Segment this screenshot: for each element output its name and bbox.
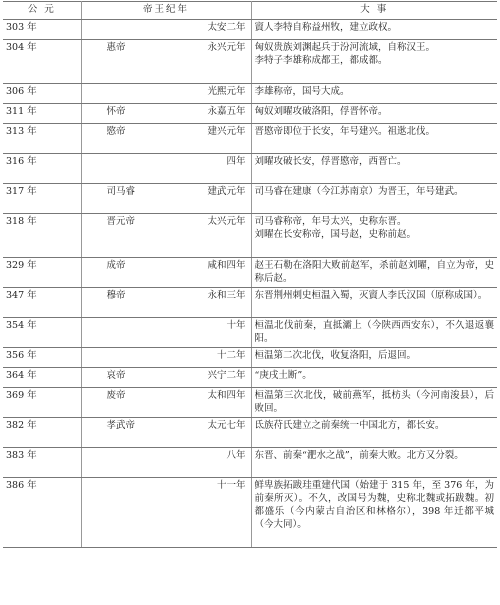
event-text: 东晋荆州刺史桓温入蜀，灭賨人李氏汉国（原称成国）。: [254, 290, 488, 301]
year-cell: 383 年: [3, 448, 81, 478]
header-year: 公 元: [3, 2, 81, 20]
events-cell: [251, 154, 497, 184]
table-row: [3, 154, 497, 184]
era-name: 永兴元年: [207, 42, 246, 53]
year-cell: 316 年: [3, 154, 81, 184]
era-name: 十年: [226, 320, 246, 331]
emperor-era-cell: [81, 40, 251, 84]
table-row: [3, 20, 497, 40]
event-text: 鲜卑族拓跋珪重建代国（始建于 315 年，至 376 年，为前秦所灭）。不久，改国号为魏，史称北魏或拓跋魏。初都盛乐（今内蒙古自治区和林格尔），398 年迁都平城（今大同）。: [254, 480, 494, 530]
year-cell: 356 年: [3, 348, 81, 368]
emperor-era-cell: [81, 184, 251, 214]
year-cell: 354 年: [3, 318, 81, 348]
emperor-era-cell: [81, 258, 251, 288]
emperor-era-cell: [81, 318, 251, 348]
emperor-era-cell: [81, 84, 251, 104]
year-cell: 382 年: [3, 418, 81, 448]
emperor-name: 惠帝: [106, 42, 126, 53]
header-events: 大 事: [251, 2, 497, 20]
emperor-era-cell: [81, 388, 251, 418]
year-cell: 303 年: [3, 20, 81, 40]
emperor-era-cell: [81, 348, 251, 368]
era-name: 太安二年: [207, 22, 246, 33]
emperor-era-cell: [81, 154, 251, 184]
event-text: 桓温第二次北伐，收复洛阳，后退回。: [254, 350, 417, 361]
table-row: [3, 418, 497, 448]
event-text: 桓温北伐前秦，直抵灞上（今陕西西安东），不久退返襄阳。: [254, 320, 494, 344]
emperor-era-cell: [81, 418, 251, 448]
year-cell: 311 年: [3, 104, 81, 124]
table-row: [3, 40, 497, 84]
events-cell: [251, 288, 497, 318]
event-text: 李特子李雄称成都王，都成都。: [254, 55, 388, 66]
year-cell: 364 年: [3, 368, 81, 388]
table-row: [3, 288, 497, 318]
emperor-era-cell: [81, 448, 251, 478]
table-row: [3, 124, 497, 154]
year-cell: 369 年: [3, 388, 81, 418]
event-text: 李雄称帝，国号大成。: [254, 86, 350, 97]
events-cell: [251, 448, 497, 478]
event-text: 刘曜攻破长安，俘晋愍帝，西晋亡。: [254, 156, 407, 167]
events-cell: [251, 388, 497, 418]
table-row: [3, 448, 497, 478]
chronology-table: [3, 1, 497, 548]
events-cell: [251, 104, 497, 124]
era-name: 永和三年: [207, 290, 246, 301]
emperor-name: 成帝: [106, 260, 126, 271]
events-cell: [251, 318, 497, 348]
emperor-name: 废帝: [106, 390, 126, 401]
era-name: 永嘉五年: [207, 106, 246, 117]
era-name: 四年: [226, 156, 246, 167]
events-cell: [251, 124, 497, 154]
era-name: 太元七年: [207, 420, 246, 431]
table-row: [3, 318, 497, 348]
era-name: 光熙元年: [207, 86, 246, 97]
era-name: 太和四年: [207, 390, 246, 401]
year-cell: 329 年: [3, 258, 81, 288]
events-cell: [251, 418, 497, 448]
events-cell: [251, 184, 497, 214]
event-text: 桓温第三次北伐，破前燕军，抵枋头（今河南浚县），后败回。: [254, 390, 494, 414]
table-header-row: [3, 2, 497, 20]
year-cell: 306 年: [3, 84, 81, 104]
year-cell: 318 年: [3, 214, 81, 258]
table-row: [3, 184, 497, 214]
emperor-name: 穆帝: [106, 290, 126, 301]
emperor-era-cell: [81, 104, 251, 124]
emperor-era-cell: [81, 20, 251, 40]
events-cell: [251, 40, 497, 84]
events-cell: [251, 368, 497, 388]
event-text: 晋愍帝即位于长安，年号建兴。祖逖北伐。: [254, 126, 436, 137]
header-emperor: 帝王纪年: [81, 2, 251, 20]
emperor-name: 哀帝: [106, 370, 126, 381]
events-cell: [251, 20, 497, 40]
emperor-era-cell: [81, 214, 251, 258]
era-name: 太兴元年: [207, 216, 246, 227]
event-text: “庚戌土断”。: [254, 370, 312, 381]
emperor-era-cell: [81, 368, 251, 388]
year-cell: 317 年: [3, 184, 81, 214]
emperor-era-cell: [81, 124, 251, 154]
events-cell: [251, 478, 497, 548]
events-cell: [251, 214, 497, 258]
table-row: [3, 388, 497, 418]
table-row: [3, 368, 497, 388]
table-row: [3, 478, 497, 548]
event-text: 賨人李特自称益州牧，建立政权。: [254, 22, 398, 33]
year-cell: 386 年: [3, 478, 81, 548]
event-text: 匈奴刘曜攻破洛阳，俘晋怀帝。: [254, 106, 388, 117]
event-text: 东晋、前秦“淝水之战”，前秦大败。北方又分裂。: [254, 450, 464, 461]
year-cell: 347 年: [3, 288, 81, 318]
emperor-era-cell: [81, 288, 251, 318]
table-row: [3, 348, 497, 368]
table-row: [3, 258, 497, 288]
events-cell: [251, 348, 497, 368]
emperor-name: 晋元帝: [106, 216, 136, 227]
event-text: 司马睿称帝，年号太兴，史称东晋。: [254, 216, 407, 227]
event-text: 赵王石勒在洛阳大败前赵军，杀前赵刘曜，自立为帝，史称后赵。: [254, 260, 494, 284]
events-cell: [251, 84, 497, 104]
emperor-name: 怀帝: [106, 106, 126, 117]
event-text: 司马睿在建康（今江苏南京）为晋王，年号建武。: [254, 186, 464, 197]
emperor-name: 司马睿: [106, 186, 136, 197]
emperor-era-cell: [81, 478, 251, 548]
emperor-name: 孝武帝: [106, 420, 136, 431]
event-text: 刘曜在长安称帝，国号赵，史称前赵。: [254, 229, 417, 240]
era-name: 咸和四年: [207, 260, 246, 271]
emperor-name: 愍帝: [106, 126, 126, 137]
era-name: 建兴元年: [207, 126, 246, 137]
events-cell: [251, 258, 497, 288]
era-name: 兴宁二年: [207, 370, 246, 381]
year-cell: 304 年: [3, 40, 81, 84]
year-cell: 313 年: [3, 124, 81, 154]
table-row: [3, 214, 497, 258]
era-name: 十二年: [216, 350, 246, 361]
table-row: [3, 104, 497, 124]
event-text: 匈奴贵族刘渊起兵于汾河流域，自称汉王。: [254, 42, 436, 53]
era-name: 十一年: [216, 480, 246, 491]
event-text: 氐族苻氏建立之前秦统一中国北方，都长安。: [254, 420, 445, 431]
table-row: [3, 84, 497, 104]
table-body: [3, 20, 497, 548]
era-name: 建武元年: [207, 186, 246, 197]
era-name: 八年: [226, 450, 246, 461]
